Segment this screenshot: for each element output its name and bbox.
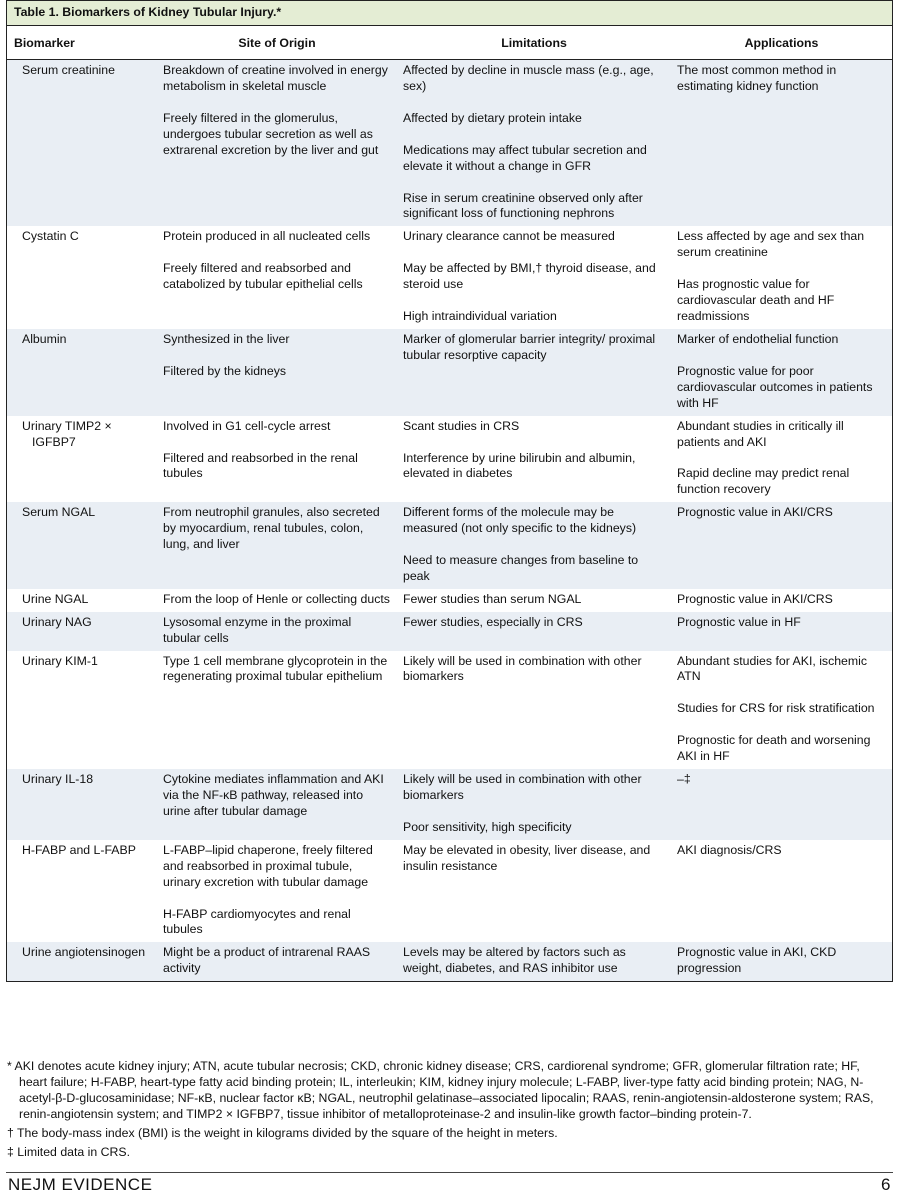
origin-text: Filtered by the kidneys <box>163 363 287 378</box>
running-footer <box>8 1175 891 1194</box>
application-cell <box>671 416 892 503</box>
footnote-bmi: † The body-mass index (BMI) is the weight in kilograms divided by the square of the height in meters. <box>7 1125 558 1140</box>
table-row <box>7 416 892 503</box>
biomarker-name: Urine NGAL <box>22 591 89 606</box>
application-text: Rapid decline may predict renal function recovery <box>677 466 850 497</box>
column-header-limitations: Limitations <box>397 26 671 60</box>
limitation-text: Affected by dietary protein intake <box>403 110 582 125</box>
application-cell <box>671 942 892 981</box>
biomarker-name: Urinary KIM-1 <box>22 653 98 668</box>
biomarker-cell <box>7 612 157 651</box>
origin-cell <box>157 60 397 227</box>
limitation-text: Different forms of the molecule may be measured (not only specific to the kidneys) <box>403 505 637 536</box>
table-row <box>7 226 892 329</box>
origin-text: From the loop of Henle or collecting ducts <box>163 591 390 606</box>
application-text: Prognostic value in AKI/CRS <box>677 591 833 606</box>
table-title: Table 1. Biomarkers of Kidney Tubular Injury.* <box>7 0 892 26</box>
limitation-cell <box>397 589 671 612</box>
application-cell <box>671 502 892 589</box>
application-cell <box>671 651 892 770</box>
origin-cell <box>157 942 397 981</box>
limitation-cell <box>397 502 671 589</box>
limitation-cell <box>397 840 671 943</box>
biomarker-cell <box>7 769 157 840</box>
table-row <box>7 60 892 227</box>
limitation-text: High intraindividual variation <box>403 309 557 324</box>
biomarker-name: Urinary NAG <box>22 614 92 629</box>
table-row <box>7 942 892 981</box>
biomarker-name: Albumin <box>22 331 67 346</box>
biomarker-name: Urinary IL-18 <box>22 772 94 787</box>
column-header-biomarker: Biomarker <box>7 26 157 60</box>
table-row <box>7 840 892 943</box>
limitation-text: Fewer studies than serum NGAL <box>403 591 582 606</box>
table-row <box>7 502 892 589</box>
limitation-text: Marker of glomerular barrier integrity/ proximal tubular resorptive capacity <box>403 331 656 362</box>
table-header-row <box>7 26 892 60</box>
origin-text: H-FABP cardiomyocytes and renal tubules <box>163 906 351 937</box>
application-cell <box>671 329 892 416</box>
application-text: Studies for CRS for risk stratification <box>677 701 875 716</box>
biomarker-name: H-FABP and L-FABP <box>22 842 136 857</box>
origin-text: L-FABP–lipid chaperone, freely filtered and reabsorbed in proximal tubule, urinary excretion with tubular damage <box>163 842 373 889</box>
table-footnotes <box>7 1059 891 1163</box>
limitation-cell <box>397 329 671 416</box>
application-cell <box>671 612 892 651</box>
origin-cell <box>157 612 397 651</box>
biomarker-cell <box>7 416 157 503</box>
application-text: Prognostic for death and worsening AKI in HF <box>677 733 871 764</box>
origin-text: Freely filtered and reabsorbed and catabolized by tubular epithelial cells <box>163 261 363 292</box>
biomarker-name: Serum NGAL <box>22 505 96 520</box>
limitation-text: May be elevated in obesity, liver disease, and insulin resistance <box>403 842 651 873</box>
biomarker-cell <box>7 502 157 589</box>
biomarker-cell <box>7 329 157 416</box>
footer-rule <box>6 1172 893 1173</box>
limitation-cell <box>397 942 671 981</box>
limitation-text: Affected by decline in muscle mass (e.g., age, sex) <box>403 63 654 93</box>
origin-cell <box>157 769 397 840</box>
origin-text: Might be a product of intrarenal RAAS activity <box>163 945 371 976</box>
origin-text: Freely filtered in the glomerulus, undergoes tubular secretion as well as extrarenal excretion by the liver and gut <box>163 110 379 157</box>
origin-cell <box>157 502 397 589</box>
application-text: Marker of endothelial function <box>677 331 839 346</box>
application-text: The most common method in estimating kidney function <box>677 63 837 93</box>
limitation-cell <box>397 60 671 227</box>
column-header-site-of-origin: Site of Origin <box>157 26 397 60</box>
limitation-text: Rise in serum creatinine observed only after significant loss of functioning nephrons <box>403 190 643 221</box>
limitation-text: Levels may be altered by factors such as weight, diabetes, and RAS inhibitor use <box>403 945 626 976</box>
application-cell <box>671 60 892 227</box>
limitation-cell <box>397 226 671 329</box>
biomarker-name: Urine angiotensinogen <box>22 945 146 960</box>
application-cell <box>671 840 892 943</box>
limitation-cell <box>397 416 671 503</box>
application-text: Prognostic value in AKI, CKD progression <box>677 945 837 976</box>
biomarker-cell <box>7 226 157 329</box>
application-text: Prognostic value in AKI/CRS <box>677 505 833 520</box>
origin-cell <box>157 840 397 943</box>
footnote-limited-data: ‡ Limited data in CRS. <box>7 1144 131 1159</box>
origin-cell <box>157 226 397 329</box>
origin-text: Breakdown of creatine involved in energy metabolism in skeletal muscle <box>163 63 388 93</box>
origin-text: Cytokine mediates inflammation and AKI via the NF-κB pathway, released into urine after tubular damage <box>163 772 384 818</box>
origin-text: Synthesized in the liver <box>163 331 290 346</box>
footnote-abbreviations: * AKI denotes acute kidney injury; ATN, acute tubular necrosis; CKD, chronic kidney disease; CRS, cardiorenal syndrome; GFR, glomerular filtration rate; HF, heart failure; H-FABP, heart-type fatty acid binding protein; IL, interleukin; KIM, kidney injury molecule; L-FABP, liver-type fatty acid binding protein; NAG, N-acetyl-β-D-glucosaminidase; NF-κB, nuclear factor κB; NGAL, neutrophil gelatinase–associated lipocalin; RAAS, renin-angiotensin-aldosterone system; RAS, renin-angiotensin system; and TIMP2 × IGFBP7, tissue inhibitor of metalloproteinase-2 and insulin-like growth factor–binding protein-7. <box>7 1059 874 1121</box>
limitation-text: Need to measure changes from baseline to peak <box>403 553 639 583</box>
limitation-cell <box>397 651 671 770</box>
biomarker-name: Urinary TIMP2 × IGFBP7 <box>22 418 112 449</box>
application-text: –‡ <box>677 772 691 787</box>
application-text: Less affected by age and sex than serum creatinine <box>677 229 865 260</box>
limitation-text: Poor sensitivity, high specificity <box>403 819 572 834</box>
table-row <box>7 769 892 840</box>
biomarker-cell <box>7 840 157 943</box>
origin-cell <box>157 416 397 503</box>
application-text: Prognostic value for poor cardiovascular outcomes in patients with HF <box>677 363 873 410</box>
origin-cell <box>157 589 397 612</box>
table-body <box>7 60 892 982</box>
table-row <box>7 589 892 612</box>
application-cell <box>671 226 892 329</box>
limitation-text: Likely will be used in combination with other biomarkers <box>403 653 642 684</box>
application-cell <box>671 769 892 840</box>
biomarker-cell <box>7 60 157 227</box>
application-text: AKI diagnosis/CRS <box>677 842 782 857</box>
table-frame <box>6 0 893 982</box>
limitation-text: Likely will be used in combination with other biomarkers <box>403 772 642 802</box>
origin-text: From neutrophil granules, also secreted by myocardium, renal tubules, colon, lung, and liver <box>163 505 380 552</box>
biomarker-name: Cystatin C <box>22 229 79 244</box>
biomarker-cell <box>7 942 157 981</box>
limitation-text: Scant studies in CRS <box>403 418 520 433</box>
biomarker-cell <box>7 651 157 770</box>
application-cell <box>671 589 892 612</box>
limitation-text: Medications may affect tubular secretion and elevate it without a change in GFR <box>403 142 647 173</box>
origin-text: Filtered and reabsorbed in the renal tubules <box>163 450 358 481</box>
origin-text: Protein produced in all nucleated cells <box>163 229 371 244</box>
origin-cell <box>157 651 397 770</box>
origin-text: Lysosomal enzyme in the proximal tubular cells <box>163 614 352 645</box>
application-text: Prognostic value in HF <box>677 614 801 629</box>
biomarker-name: Serum creatinine <box>22 63 115 77</box>
page-number: 6 <box>881 1175 891 1194</box>
limitation-text: Interference by urine bilirubin and albumin, elevated in diabetes <box>403 450 636 481</box>
limitation-text: Urinary clearance cannot be measured <box>403 229 615 244</box>
journal-name: NEJM EVIDENCE <box>8 1175 153 1194</box>
limitation-text: May be affected by BMI,† thyroid disease, and steroid use <box>403 261 656 292</box>
column-header-applications: Applications <box>671 26 892 60</box>
application-text: Abundant studies in critically ill patients and AKI <box>677 418 844 449</box>
limitation-cell <box>397 769 671 840</box>
origin-text: Involved in G1 cell-cycle arrest <box>163 418 331 433</box>
application-text: Abundant studies for AKI, ischemic ATN <box>677 653 868 684</box>
limitation-text: Fewer studies, especially in CRS <box>403 614 583 629</box>
table-row <box>7 651 892 770</box>
table-row <box>7 612 892 651</box>
limitation-cell <box>397 612 671 651</box>
table-row <box>7 329 892 416</box>
biomarker-cell <box>7 589 157 612</box>
origin-cell <box>157 329 397 416</box>
application-text: Has prognostic value for cardiovascular death and HF readmissions <box>677 277 835 323</box>
biomarker-table <box>7 26 892 981</box>
origin-text: Type 1 cell membrane glycoprotein in the regenerating proximal tubular epithelium <box>163 653 388 684</box>
